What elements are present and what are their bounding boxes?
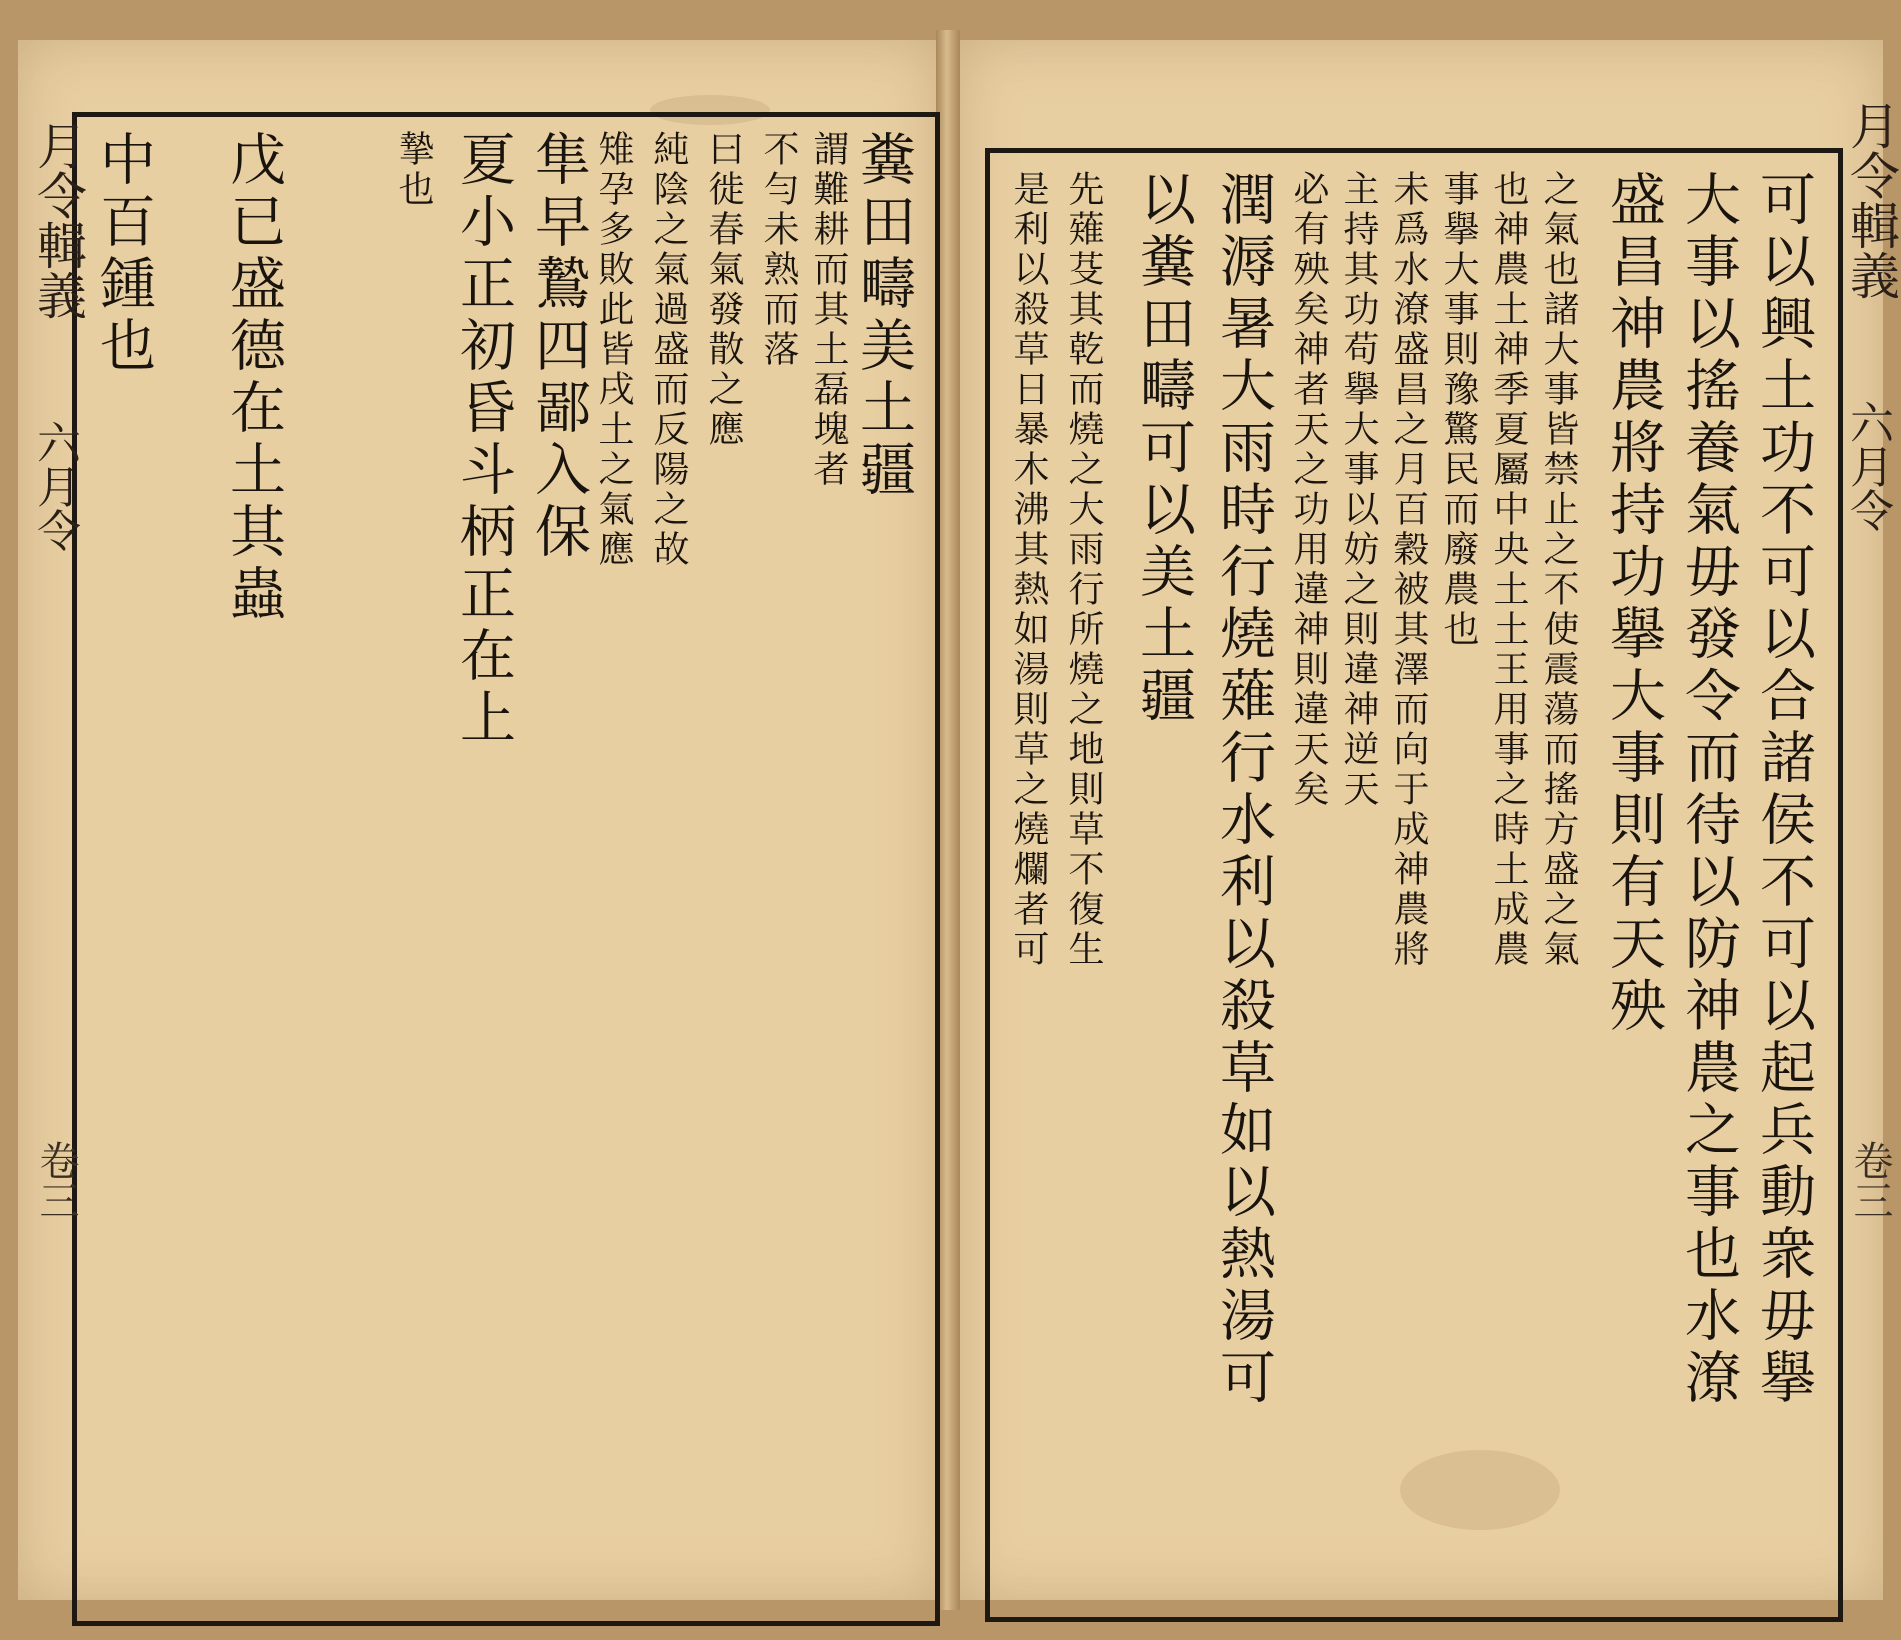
left-col-9: 摯也 [393,130,434,210]
left-margin-section: 六月令 [29,420,80,552]
left-col-11: 中百鍾也 [91,130,156,378]
left-col-8: 夏小正初昏斗柄正在上 [451,130,516,750]
right-folio: 卷三 [1847,1140,1893,1220]
left-col-1: 糞田疇美土疆 [851,130,916,502]
left-col-5: 純陰之氣過盛而反陽之故 [648,130,689,570]
right-col-8: 主持其功苟擧大事以妨之則違神逆天 [1338,170,1379,810]
right-col-5: 也神農土神季夏屬中央土土王用事之時土成農 [1488,170,1529,970]
right-col-9: 必有殃矣神者天之功用違神則違天矣 [1288,170,1329,810]
right-col-11: 以糞田疇可以美土疆 [1131,170,1196,728]
left-col-2: 謂難耕而其土磊塊者 [808,130,849,490]
right-col-6: 事擧大事則豫驚民而廢農也 [1438,170,1479,650]
right-col-1: 可以興土功不可以合諸侯不可以起兵動衆毋擧 [1751,170,1816,1410]
right-col-7: 未爲水潦盛昌之月百穀被其澤而向于成神農將 [1388,170,1429,970]
right-col-12: 先薙芟其乾而燒之大雨行所燒之地則草不復生 [1063,170,1104,970]
right-col-13: 是利以殺草日暴木沸其熱如湯則草之燒爛者可 [1008,170,1049,970]
left-folio: 卷三 [33,1140,79,1220]
left-col-3: 不勻未熟而落 [758,130,799,370]
left-col-6: 雉孕多敗此皆戌土之氣應 [593,130,634,570]
right-margin-title: 月令輯義 [1842,100,1900,300]
left-col-10: 戊已盛德在土其蟲 [221,130,286,626]
right-margin-section: 六月令 [1842,400,1893,532]
left-col-7: 隼早鷙四鄙入保 [526,130,591,564]
right-col-3: 盛昌神農將持功擧大事則有天殃 [1601,170,1666,1038]
right-col-2: 大事以搖養氣毋發令而待以防神農之事也水潦 [1676,170,1741,1410]
right-col-10: 潤溽暑大雨時行燒薙行水利以殺草如以熱湯可 [1211,170,1276,1410]
left-margin-title: 月令輯義 [29,120,87,320]
left-col-4: 曰徙春氣發散之應 [703,130,744,450]
right-col-4: 之氣也諸大事皆禁止之不使震蕩而搖方盛之氣 [1538,170,1579,970]
